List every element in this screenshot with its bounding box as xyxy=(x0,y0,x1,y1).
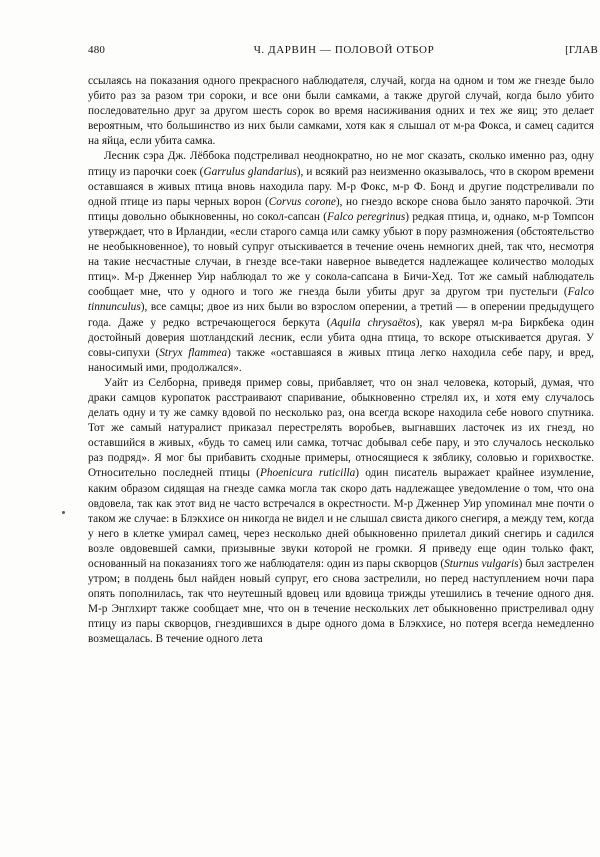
latin-species-name: Corvus corone xyxy=(268,195,336,208)
latin-species-name: Aquila chrysaëtos xyxy=(330,316,416,329)
body-text xyxy=(88,74,594,648)
latin-species-name: Stryx flammea xyxy=(159,346,228,359)
running-title: Ч. ДАРВИН — ПОЛОВОЙ ОТБОР xyxy=(253,44,435,56)
margin-dot-mark xyxy=(62,511,65,514)
paragraph-1: ссылаясь на показания одного прекрасного наблюдателя, случай, когда на одном и том же гнезде было убито раз за разом три сороки, и все они были самками, а также другой случай, когда было убито последовательно друг за другом шесть сорок во время насиживания одних и тех же яиц; это делает вероятным, что большинство из них были самками, хотя как я слышал от м-ра Фокса, и самец садится на яйца, если убита самка. xyxy=(88,75,594,148)
page-number: 480 xyxy=(88,44,106,56)
latin-species-name: Sturnus vulgaris xyxy=(444,558,519,570)
latin-species-name: Falco peregrinus xyxy=(327,210,406,223)
latin-species-name: Garrulus glandarius xyxy=(203,165,297,178)
paragraph-2: Лесник сэра Дж. Лёббока подстреливал неоднократно, но не мог сказать, сколько именно раз, одну птицу из парочки соек (Garrulus glandarius), и всякий раз неизменно оказывалось, что в скором времени оставшаяся в живых птица вновь находила пару. М-р Фокс, м-р Ф. Бонд и другие подстреливали по одной птице из пары черных ворон (Corvus corone), но гнездо вскоре снова было занято парочкой. Эти птицы довольно обыкновенны, но сокол-сапсан (Falco peregrinus) редкая птица, и, однако, м-р Томпсон утверждает, что в Ирландии, «если старого самца или самку убьют в пору размножения (обстоятельство не необыкновенное), то новый супруг отыскивается в течение очень немногих дней, так что, несмотря на такие несчастные случаи, в гнезде все-таки наверное выведется надлежащее количество молодых птиц». М-р Дженнер Уир наблюдал то же у сокола-сапсана в Бичи-Хед. Тот же самый наблюдатель сообщает мне, что у одного и того же гнезда были убиты друг за другом три пустельги (Falco tinnunculus), все самцы; двое из них были во взрослом оперении, а третий — в оперении предыдущего года. Даже у редко встречающегося беркута (Aquila chrysaëtos), как уверял м-ра Биркбека один достойный доверия шотландский лесник, если убита одна птица, то вскоре отыскивается другая. У совы-сипухи (Stryx flammea) также «оставшаяся в живых птица легко находила себе пару, и вред, наносимый ими, продолжался». xyxy=(88,150,594,374)
chapter-mark: [ГЛАВ xyxy=(565,44,598,56)
paragraph-3: Уайт из Селборна, приведя пример совы, прибавляет, что он знал человека, который, думая, что драки самцов куропаток расстраивают спаривание, обыкновенно стрелял их, и хотя ему случалось делать одну и ту же самку вдовой по несколько раз, она всегда вскоре находила себе нового спутника. Тот же самый натуралист приказал перестрелять воробьев, выгнавших ласточек из их гнезд, но оставшийся в живых, «будь то самец или самка, тотчас добывал себе пару, и это случалось несколько раз подряд». Я мог бы прибавить сходные примеры, относящиеся к зяблику, соловью и горихвостке. Относительно последней птицы (Phoenicura ruticilla) один писатель выражает крайнее изумление, каким образом сидящая на гнезде самка могла так скоро дать надлежащее уведомление о том, что она овдовела, так как этот вид не часто встречался в окрестности. М-р Дженнер Уир упоминал мне почти о таком же случае: в Блэкхисе он никогда не видел и не слышал свиста дикого снегиря, а между тем, когда у него в клетке умирал самец, через несколько дней обыкновенно прилетал дикий снегирь и садился возле овдовевшей самки, призывные звуки которой не громки. Я приведу еще один только факт, основанный на показаниях того же наблюдателя: один из пары скворцов (Sturnus vulgaris) был застрелен утром; в полдень был найден новый супруг, его снова застрелили, но перед наступлением ночи пара опять пополнилась, так что неутешный вдовец или вдовица трижды утешились в течение одного дня. М-р Энглхирт также сообщает мне, что он в течение нескольких лет обыкновенно пристреливал одну птицу из пары скворцов, гнездившихся в дыре одного дома в Блэкхисе, но потеря всегда немедленно возмещалась. В течение одного лета xyxy=(88,376,594,646)
page-header xyxy=(88,44,600,60)
latin-species-name: Falco tinnunculus xyxy=(88,286,594,314)
latin-species-name: Phoenicura ruticilla xyxy=(259,467,356,480)
